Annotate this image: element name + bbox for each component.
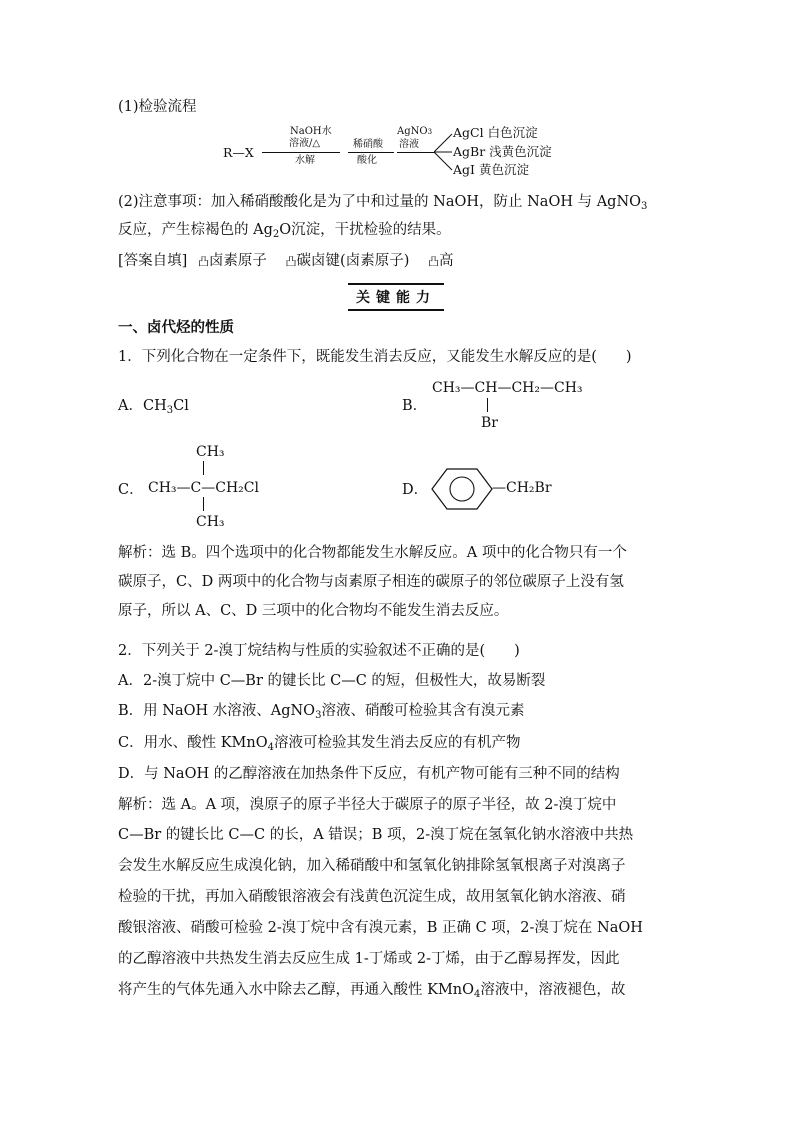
section-header-top-rule [348, 283, 444, 285]
flow-rx: R—X [223, 145, 254, 160]
q1-analysis-1: 解析：选 B。四个选项中的化合物都能发生水解反应。A 项中的化合物只有一个 [118, 545, 627, 561]
flow-arrow-1 [262, 152, 340, 153]
q2-analysis-5: 酸银溶液、硝酸可检验 2-溴丁烷中含有溴元素，B 正确 C 项，2-溴丁烷在 NaOH [118, 920, 643, 936]
flow-step1-bottom: 水解 [295, 155, 315, 166]
answer-blank-1: 凸卤素原子 [197, 253, 267, 269]
flow-out-agcl: AgCl 白色沉淀 [453, 125, 538, 140]
q1-c-bond-top [203, 461, 204, 475]
q2-analysis-7: 将产生的气体先通入水中除去乙醇，再通入酸性 KMnO$_4$溶液中，溶液褪色，故 [118, 982, 626, 1000]
notes-line-2: 反应，产生棕褐色的 $Ag_2O$沉淀，干扰检验的结果。 [118, 222, 451, 240]
q2-analysis-6: 的乙醇溶液中共热发生消去反应生成 1-丁烯或 2-丁烯，由于乙醇易挥发，因此 [118, 951, 620, 967]
notes-line-1: (2)注意事项：加入稀硝酸酸化是为了中和过量的 NaOH，防止 NaOH 与 AgNO$_3$ [118, 194, 648, 212]
flow-step2-bottom: 酸化 [357, 155, 377, 166]
q2-option-c: C．用水、酸性 KMnO$_4$溶液可检验其发生消去反应的有机产物 [118, 735, 521, 753]
flow-heading: (1)检验流程 [118, 99, 197, 115]
q1-b-br: Br [481, 415, 498, 431]
q1-analysis-2: 碳原子，C、D 两项中的化合物与卤素原子相连的碳原子的邻位碳原子上没有氢 [118, 574, 624, 590]
q2-analysis-2: C—Br 的键长比 C—C 的长，A 错误；B 项，2-溴丁烷在氢氧化钠水溶液中共热 [118, 827, 634, 843]
section1-title: 一、卤代烃的性质 [118, 319, 234, 336]
answer-blank-2: 凸碳卤键(卤素原子) [285, 253, 410, 269]
answer-blank-3: 凸高 [427, 253, 454, 269]
q1-c-mid: CH₃—C—CH₂Cl [148, 480, 259, 496]
flow-out-agi: AgI 黄色沉淀 [453, 162, 529, 177]
flow-step1-top2: 溶液/△ [289, 138, 321, 149]
q2-analysis-1: 解析：选 A。A 项，溴原子的原子半径大于碳原子的原子半径，故 2-溴丁烷中 [118, 797, 617, 813]
q2-option-a: A．2-溴丁烷中 C—Br 的键长比 C—C 的短，但极性大，故易断裂 [118, 673, 546, 689]
q2-analysis-3: 会发生水解反应生成溴化钠，加入稀硝酸中和氢氧化钠排除氢氧根离子对溴离子 [118, 858, 626, 874]
q1-c-bond-bottom [203, 497, 204, 511]
flow-step3-top2: 溶液 [399, 139, 419, 150]
flow-out-agbr: AgBr 浅黄色沉淀 [453, 144, 552, 159]
flow-step1-top1: NaOH水 [290, 126, 332, 137]
q1-c-bottom: CH₃ [196, 514, 225, 530]
q2-stem: 2．下列关于 2-溴丁烷结构与性质的实验叙述不正确的是( ) [118, 643, 520, 659]
q1-stem: 1．下列化合物在一定条件下，既能发生消去反应，又能发生水解反应的是( ) [118, 349, 632, 365]
flow-step2-top: 稀硝酸 [353, 139, 383, 150]
q1-b-bond [487, 398, 488, 412]
flow-step3-top1: AgNO3 [397, 126, 433, 137]
q1-analysis-3: 原子，所以 A、C、D 三项中的化合物均不能发生消去反应。 [118, 603, 509, 619]
q2-analysis-4: 检验的干扰，再加入硝酸银溶液会有浅黄色沉淀生成，故用氢氧化钠水溶液、硝 [118, 889, 626, 905]
answer-line [118, 251, 453, 272]
q1-option-a: A．$CH_3Cl$ [118, 398, 189, 416]
section-header [118, 283, 674, 313]
flow-arrow-3 [397, 152, 435, 153]
benzene-ring-icon [430, 466, 500, 512]
section-header-bottom-rule [348, 309, 444, 311]
q1-d-tail: —CH₂Br [492, 480, 552, 496]
answer-label: [答案自填] [118, 253, 188, 269]
section-header-title: 关键能力 [356, 290, 436, 306]
q2-option-d: D．与 NaOH 的乙醇溶液在加热条件下反应，有机产物可能有三种不同的结构 [118, 766, 620, 782]
q1-b-chain: CH₃—CH—CH₂—CH₃ [432, 380, 583, 396]
flow-arrow-2 [348, 152, 394, 153]
q1-c-top: CH₃ [196, 444, 225, 460]
q2-option-b: B．用 NaOH 水溶液、AgNO$_3$溶液、硝酸可检验其含有溴元素 [118, 703, 525, 721]
